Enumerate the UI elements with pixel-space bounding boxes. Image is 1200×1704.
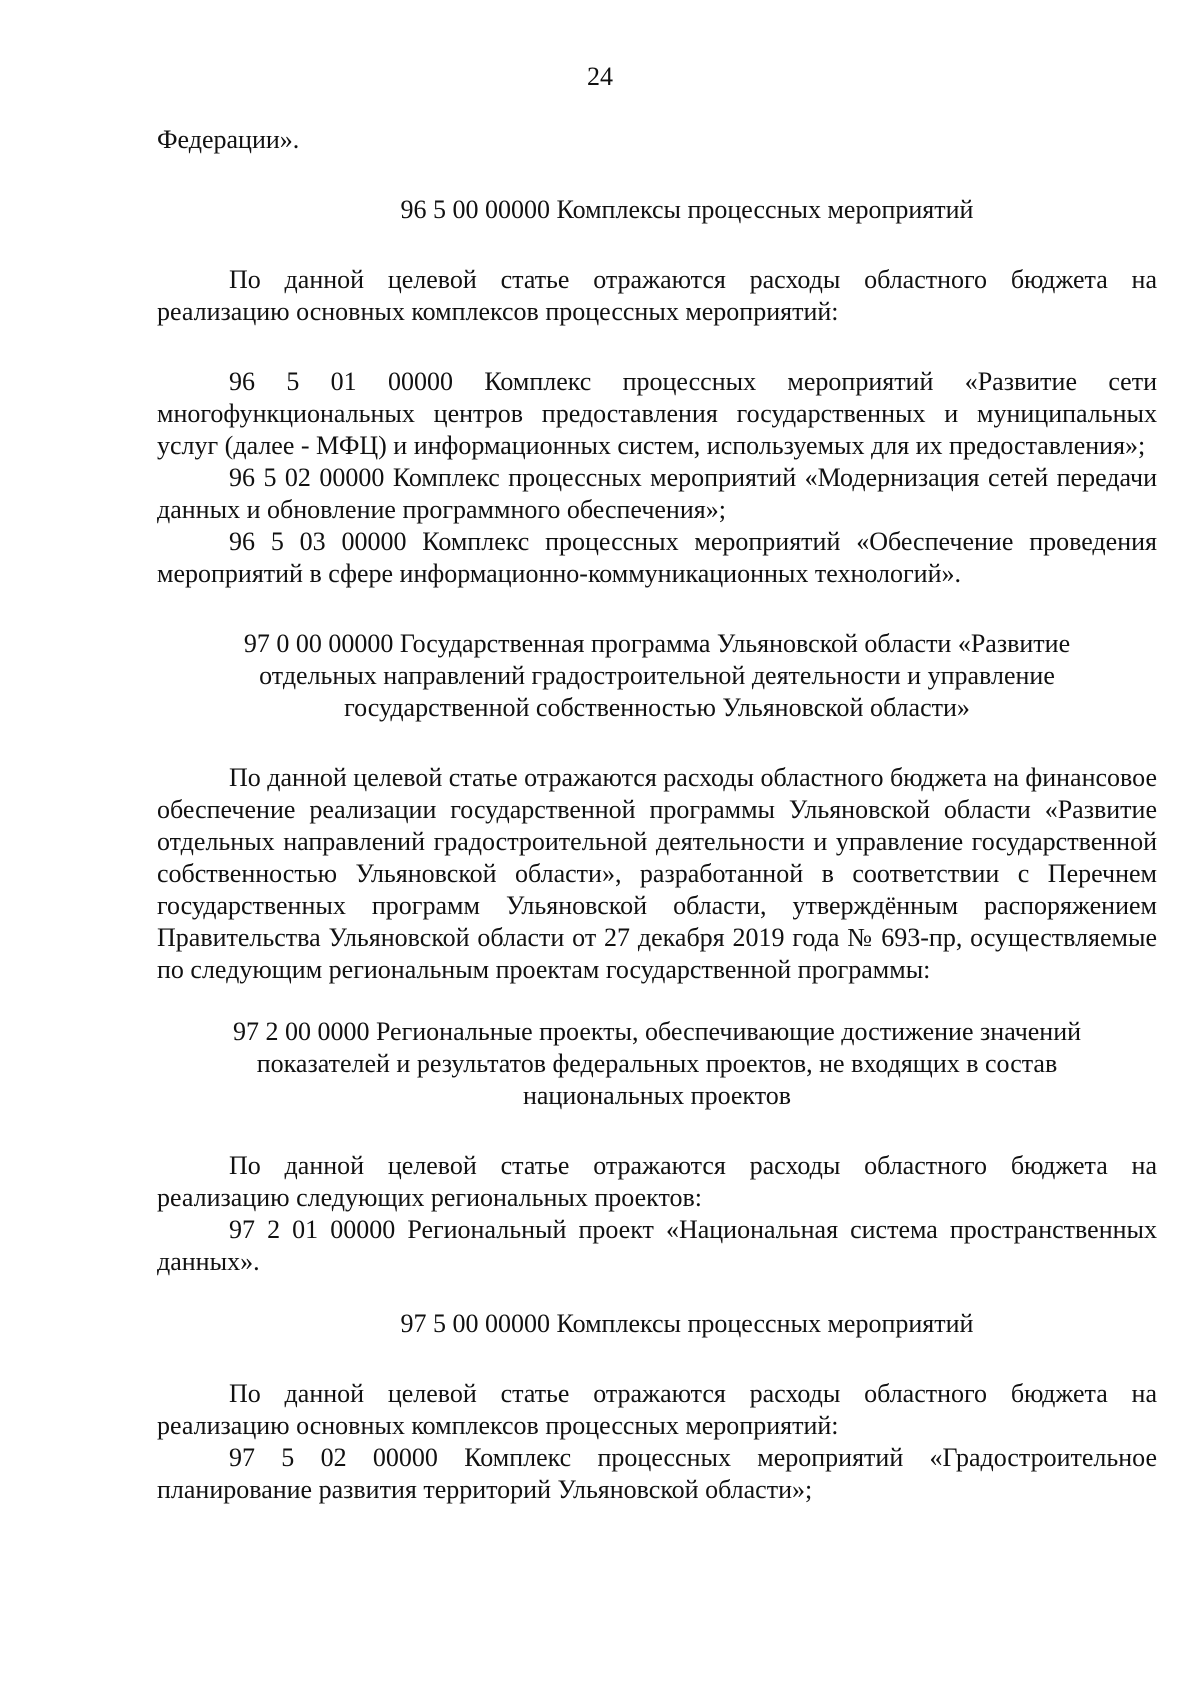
document-body bbox=[157, 124, 1157, 1506]
list-item-96-5-01: 96 5 01 00000 Комплекс процессных мероприятий «Развитие сети многофункциональных центров предоставления государственных и муниципальных услуг (далее - МФЦ) и информационных систем, используемых для их предоставления»; bbox=[157, 367, 1157, 460]
paragraph-97-5-intro: По данной целевой статье отражаются расходы областного бюджета на реализацию основных комплексов процессных мероприятий: bbox=[157, 1379, 1157, 1440]
paragraph-97-0-description: По данной целевой статье отражаются расходы областного бюджета на финансовое обеспечение реализации государственной программы Ульяновской области «Развитие отдельных направлений градостроительной деятельности и управление государственной собственностью Ульяновской области», разработанной в соответствии с Перечнем государственных программ Ульяновской области, утверждённым распоряжением Правительства Ульяновской области от 27 декабря 2019 года № 693-пр, осуществляемые по следующим региональным проектам государственной программы: bbox=[157, 763, 1157, 984]
list-item-97-5-02: 97 5 02 00000 Комплекс процессных мероприятий «Градостроительное планирование развития территорий Ульяновской области»; bbox=[157, 1443, 1157, 1504]
list-item-96-5-02: 96 5 02 00000 Комплекс процессных мероприятий «Модернизация сетей передачи данных и обновление программного обеспечения»; bbox=[157, 463, 1157, 524]
list-item-96-5-03: 96 5 03 00000 Комплекс процессных мероприятий «Обеспечение проведения мероприятий в сфере информационно-коммуникационных технологий». bbox=[157, 527, 1157, 588]
section-heading-97-0: 97 0 00 00000 Государственная программа Ульяновской области «Развитие отдельных направлений градостроительной деятельности и управление государственной собственностью Ульяновской области» bbox=[243, 629, 1071, 722]
list-item-97-2-01: 97 2 01 00000 Региональный проект «Национальная система пространственных данных». bbox=[157, 1215, 1157, 1276]
paragraph-97-2-intro: По данной целевой статье отражаются расходы областного бюджета на реализацию следующих региональных проектов: bbox=[157, 1151, 1157, 1212]
paragraph-96-5-intro: По данной целевой статье отражаются расходы областного бюджета на реализацию основных комплексов процессных мероприятий: bbox=[157, 265, 1157, 326]
paragraph-continuation: Федерации». bbox=[157, 125, 300, 154]
section-heading-96-5: 96 5 00 00000 Комплексы процессных мероприятий bbox=[400, 195, 974, 224]
section-heading-97-5: 97 5 00 00000 Комплексы процессных мероприятий bbox=[400, 1309, 974, 1338]
section-heading-97-2: 97 2 00 0000 Региональные проекты, обеспечивающие достижение значений показателей и результатов федеральных проектов, не входящих в состав национальных проектов bbox=[232, 1017, 1082, 1110]
page-number: 24 bbox=[587, 62, 613, 91]
